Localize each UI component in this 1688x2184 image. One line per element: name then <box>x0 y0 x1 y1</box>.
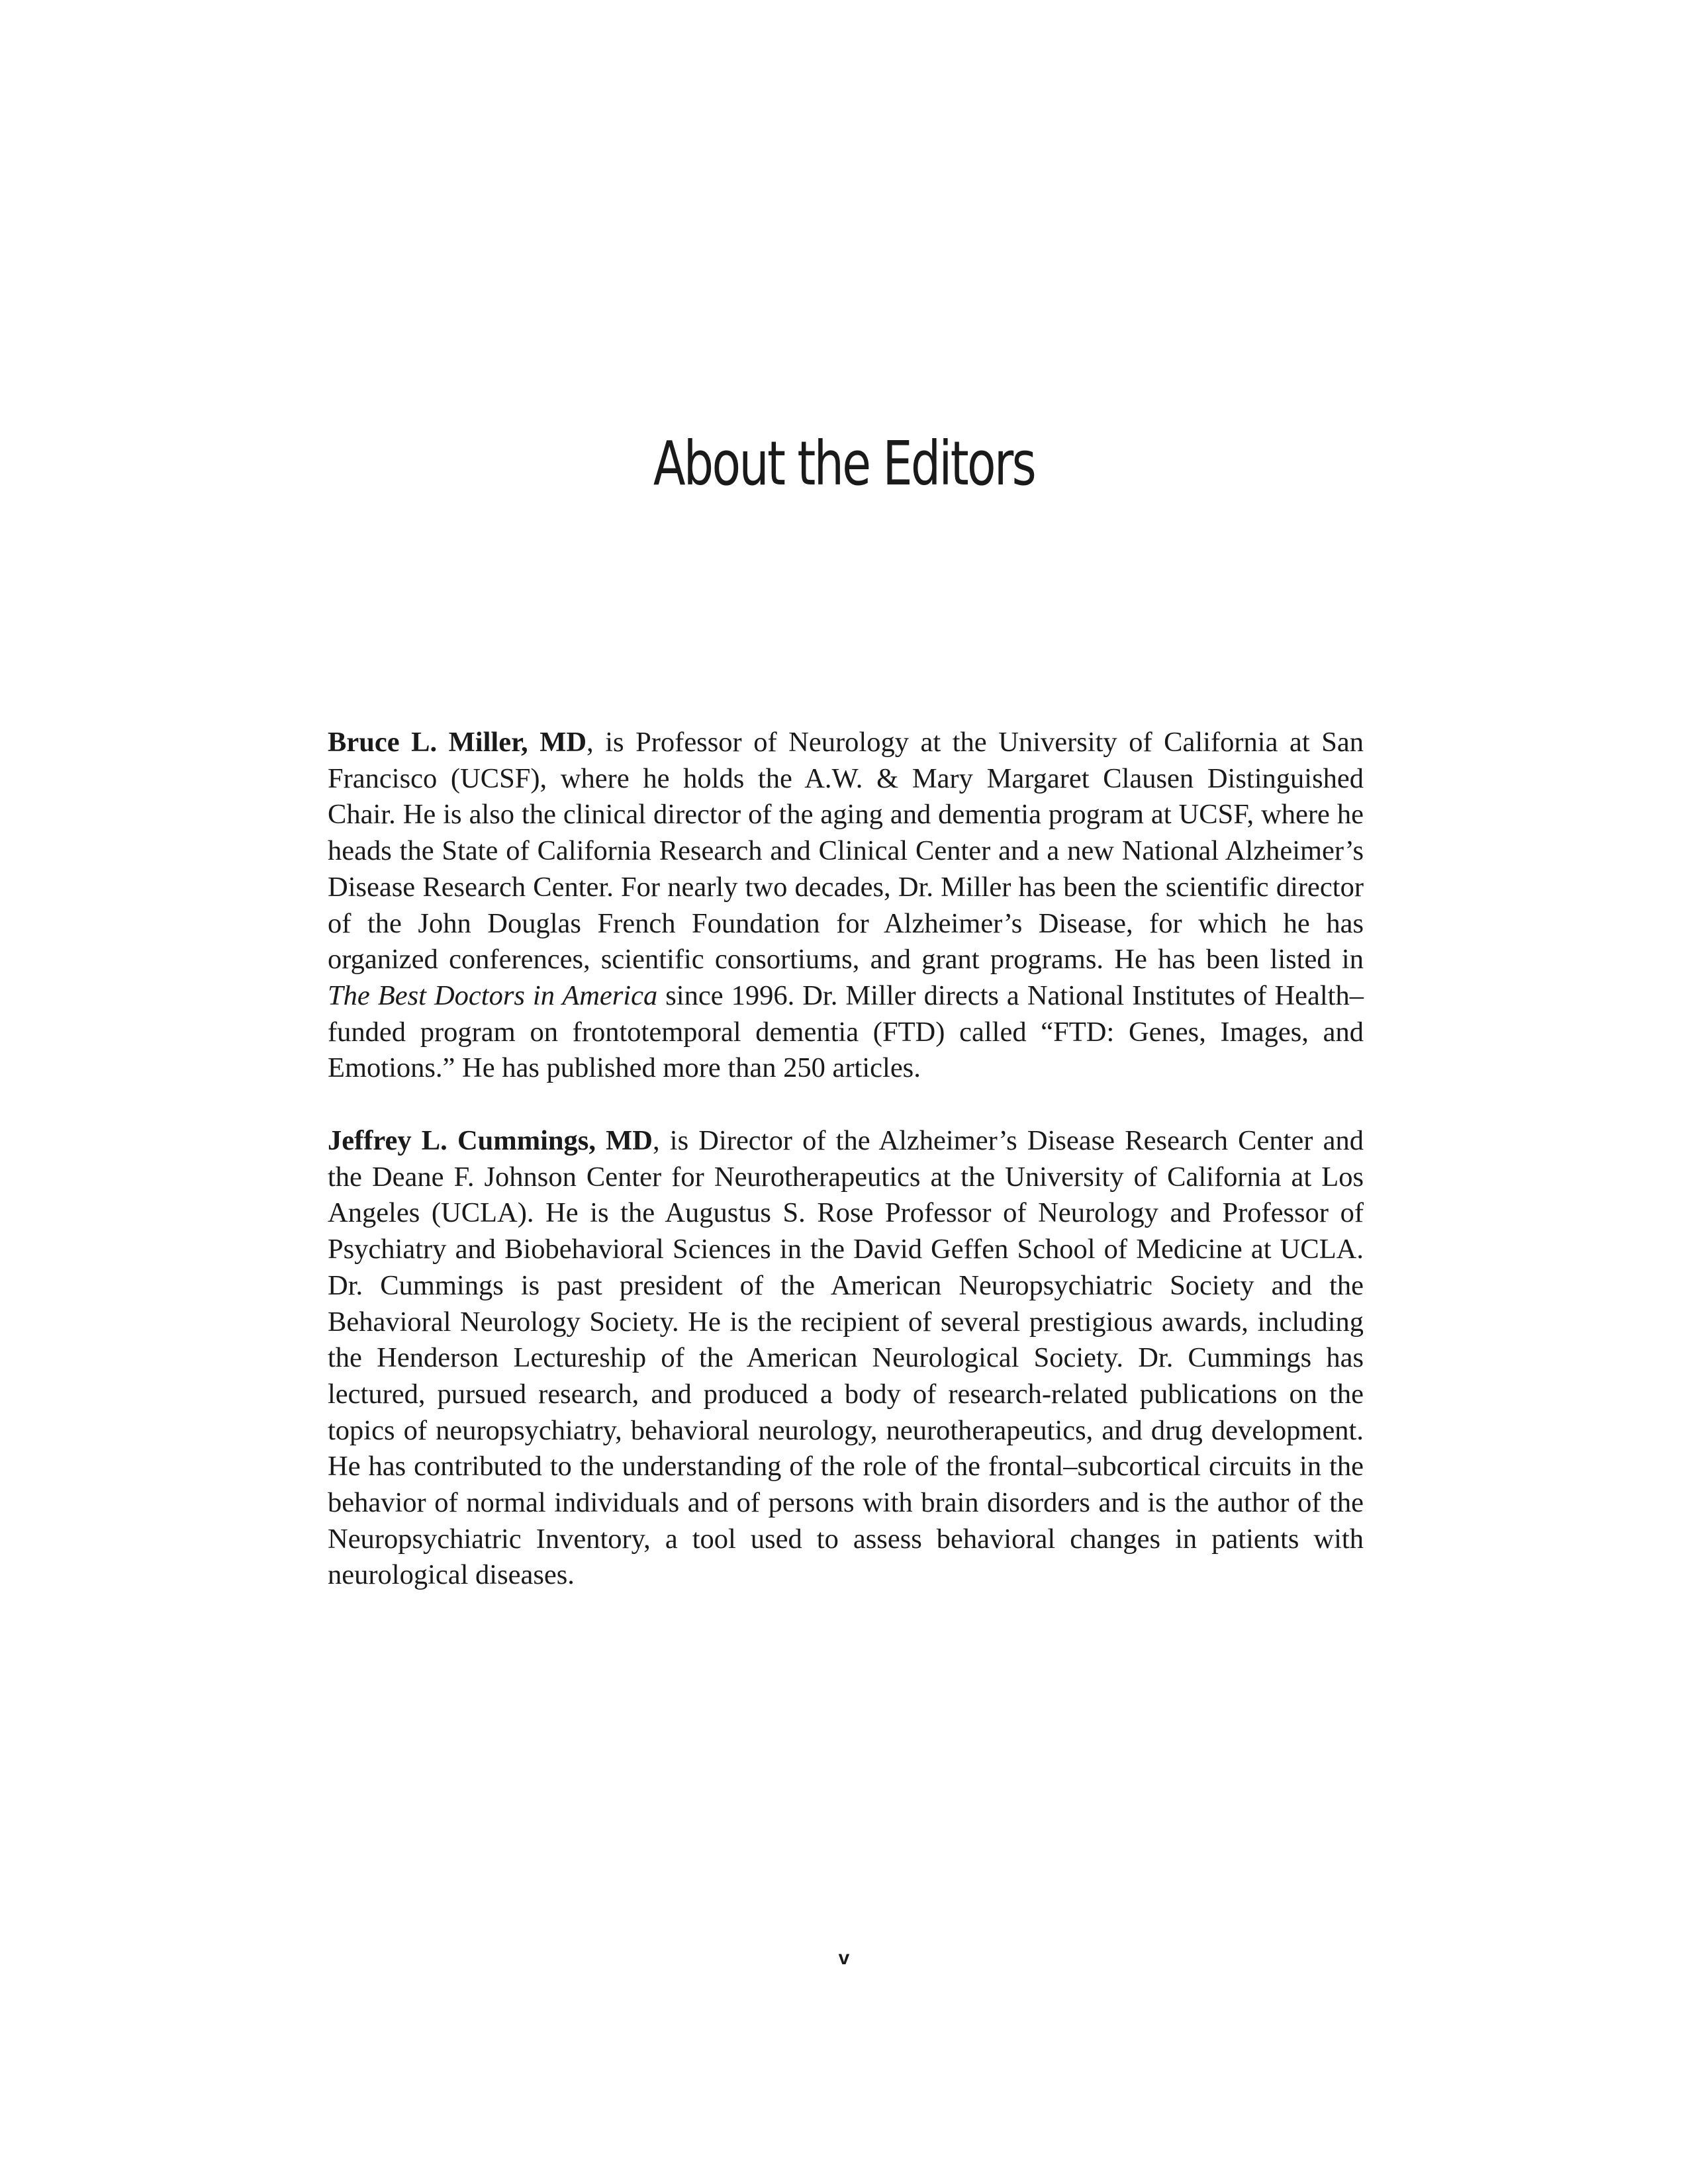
page-number: v <box>838 1947 850 1969</box>
editor-name: Jeffrey L. Cummings, MD <box>328 1125 653 1157</box>
editor-bio-text: , is Professor of Neurology at the University of California at San Francisco (UCSF), where he holds the A.W. & Mary Margaret Clausen Distinguished Chair. He is also the clinical director of the aging and dementia program at UCSF, where he heads the State of California Research and Clinical Center and a new National Alzheimer’s Disease Research Center. For nearly two decades, Dr. Miller has been the scientific director of the John Douglas French Foundation for Alzheimer’s Disease, for which he has organized conferences, scientific consortiums, and grant programs. He has been listed in <box>328 727 1364 976</box>
editor-bio-text: since 1996. Dr. Miller directs a National Institutes of Health–funded program on frontotemporal dementia (FTD) called “FTD: Genes, Images, and Emotions.” He has published more than 250 articles. <box>328 979 1364 1084</box>
editor-name: Bruce L. Miller, MD <box>328 727 587 758</box>
editors-section <box>328 725 1364 1594</box>
editor-bio-text: , is Director of the Alzheimer’s Disease Research Center and the Deane F. Johnson Center for Neurotherapeutics at the University of California at Los Angeles (UCLA). He is the Augustus S. Rose Professor of Neurology and Professor of Psychiatry and Biobehavioral Sciences in the David Geffen School of Medicine at UCLA. Dr. Cummings is past president of the American Neuropsychiatric Society and the Behavioral Neurology Society. He is the recipient of several prestigious awards, including the Henderson Lectureship of the American Neurological Society. Dr. Cummings has lectured, pursued research, and produced a body of research-related publications on the topics of neuropsychiatry, behavioral neurology, neurotherapeutics, and drug development. He has contributed to the understanding of the role of the frontal–subcortical circuits in the behavior of normal individuals and of persons with brain disorders and is the author of the Neuropsychiatric Inventory, a tool used to assess behavioral changes in patients with neurological diseases. <box>328 1125 1364 1591</box>
page-title: About the Editors <box>653 428 1035 499</box>
book-title-italic: The Best Doctors in America <box>328 979 658 1011</box>
editor-bio-cummings <box>328 1123 1364 1594</box>
editor-bio-miller <box>328 725 1364 1087</box>
